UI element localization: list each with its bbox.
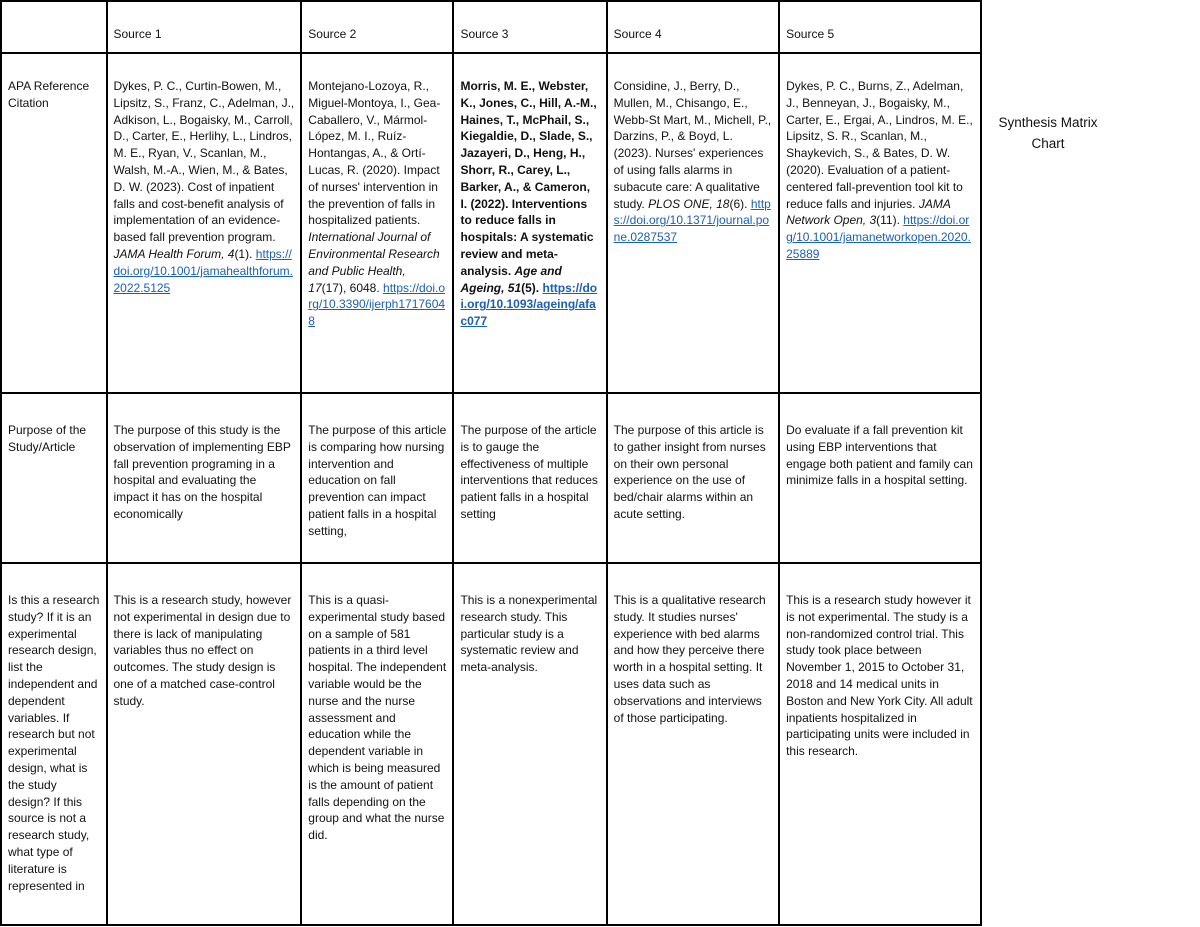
purpose-source-2: The purpose of this article is comparing how nursing intervention and education on fall prevention can impact patient falls in a hospital setting, (301, 393, 453, 563)
purpose-source-1: The purpose of this study is the observation of implementing EBP fall prevention programing in a hospital and evaluating the impact it has on the hospital economically (107, 393, 302, 563)
doi-link[interactable]: https://doi.org/10.3390/ijerph17176048 (308, 280, 446, 329)
citation-source-4: Considine, J., Berry, D., Mullen, M., Chisango, E., Webb-St Mart, M., Michell, P., Darzins, P., & Boyd, L. (2023). Nurses' experiences of using falls alarms in subacute care: A qualitative study. PLOS ONE, 18(6). https://doi.org/10.1371/journal.pone.0287537 (607, 53, 779, 393)
research-source-5: This is a research study however it is not experimental. The study is a non-randomized control trial. This study took place between November 1, 2015 to October 31, 2018 and 14 medical units in Boston and New York City. All adult inpatients hospitalized in participating units were included in this research. (779, 563, 981, 925)
citation-source-3: Morris, M. E., Webster, K., Jones, C., Hill, A.-M., Haines, T., McPhail, S., Kiegaldie, D., Slade, S., Jazayeri, D., Heng, H., Shorr, R., Carey, L., Barker, A., & Cameron, I. (2022). Interventions to reduce falls in hospitals: A systematic review and meta-analysis. Age and Ageing, 51(5). https://doi.org/10.1093/ageing/afac077 (453, 53, 606, 393)
research-source-1: This is a research study, however not experimental in design due to there is lack of manipulating variables thus no effect on outcomes. The study design is one of a matched case-control study. (107, 563, 302, 925)
header-source-3: Source 3 (453, 1, 606, 53)
corner-cell (1, 1, 107, 53)
row-label-research: Is this a research study? If it is an experimental research design, list the independent and dependent variables. If research but not experimental design, what is the study design? If this source is not a research study, what type of literature is represented in (1, 563, 107, 925)
side-title: Synthesis Matrix Chart (998, 115, 1098, 151)
citation-source-5: Dykes, P. C., Burns, Z., Adelman, J., Benneyan, J., Bogaisky, M., Carter, E., Ergai, A., Lindros, M. E., Lipsitz, S. R., Scanlan, M., Shaykevich, S., & Bates, D. W. (2020). Evaluation of a patient-centered fall-prevention tool kit to reduce falls and injuries. JAMA Network Open, 3(11). https://doi.org/10.1001/jamanetworkopen.2020.25889 (779, 53, 981, 393)
purpose-source-5: Do evaluate if a fall prevention kit using EBP interventions that engage both patient and family can minimize falls in a hospital setting. (779, 393, 981, 563)
purpose-source-4: The purpose of this article is to gather insight from nurses on their own personal experience on the use of bed/chair alarms within an acute setting. (607, 393, 779, 563)
citation-source-2: Montejano-Lozoya, R., Miguel-Montoya, I., Gea-Caballero, V., Mármol-López, M. I., Ruíz-Hontangas, A., & Ortí-Lucas, R. (2020). Impact of nurses' intervention in the prevention of falls in hospitalized patients. International Journal of Environmental Research and Public Health, 17(17), 6048. https://doi.org/10.3390/ijerph17176048 (301, 53, 453, 393)
research-source-4: This is a qualitative research study. It studies nurses' experience with bed alarms and how they perceive there worth in a hospital setting. It uses data such as observations and interviews of those participating. (607, 563, 779, 925)
row-label-purpose: Purpose of the Study/Article (1, 393, 107, 563)
header-source-4: Source 4 (607, 1, 779, 53)
doi-link[interactable]: https://doi.org/10.1001/jamahealthforum.2022.5125 (113, 246, 293, 295)
header-source-2: Source 2 (301, 1, 453, 53)
research-design-row (1, 563, 981, 925)
doi-link[interactable]: https://doi.org/10.1371/journal.pone.0287537 (613, 196, 771, 245)
header-source-1: Source 1 (107, 1, 302, 53)
purpose-source-3: The purpose of the article is to gauge the effectiveness of multiple interventions that reduces patient falls in a hospital setting (453, 393, 606, 563)
header-row (1, 1, 981, 53)
research-source-2: This is a quasi-experimental study based on a sample of 581 patients in a third level hospital. The independent variable would be the nurse and the nurse assessment and education while the dependent variable in which is being measured is the amount of patient falls depending on the group and what the nurse did. (301, 563, 453, 925)
header-source-5: Source 5 (779, 1, 981, 53)
apa-citation-row (1, 53, 981, 393)
doi-link[interactable]: https://doi.org/10.1093/ageing/afac077 (460, 280, 598, 329)
purpose-row (1, 393, 981, 563)
citation-source-1: Dykes, P. C., Curtin-Bowen, M., Lipsitz, S., Franz, C., Adelman, J., Adkison, L., Bogaisky, M., Carroll, D., Carter, E., Herlihy, L., Lindros, M. E., Ryan, V., Scanlan, M., Walsh, M.-A., Wien, M., & Bates, D. W. (2023). Cost of inpatient falls and cost-benefit analysis of implementation of an evidence-based fall prevention program. JAMA Health Forum, 4(1). https://doi.org/10.1001/jamahealthforum.2022.5125 (107, 53, 302, 393)
doi-link[interactable]: https://doi.org/10.1001/jamanetworkopen.2020.25889 (786, 213, 971, 261)
research-source-3: This is a nonexperimental research study. This particular study is a systematic review and meta-analysis. (453, 563, 606, 925)
row-label-apa: APA Reference Citation (1, 53, 107, 393)
